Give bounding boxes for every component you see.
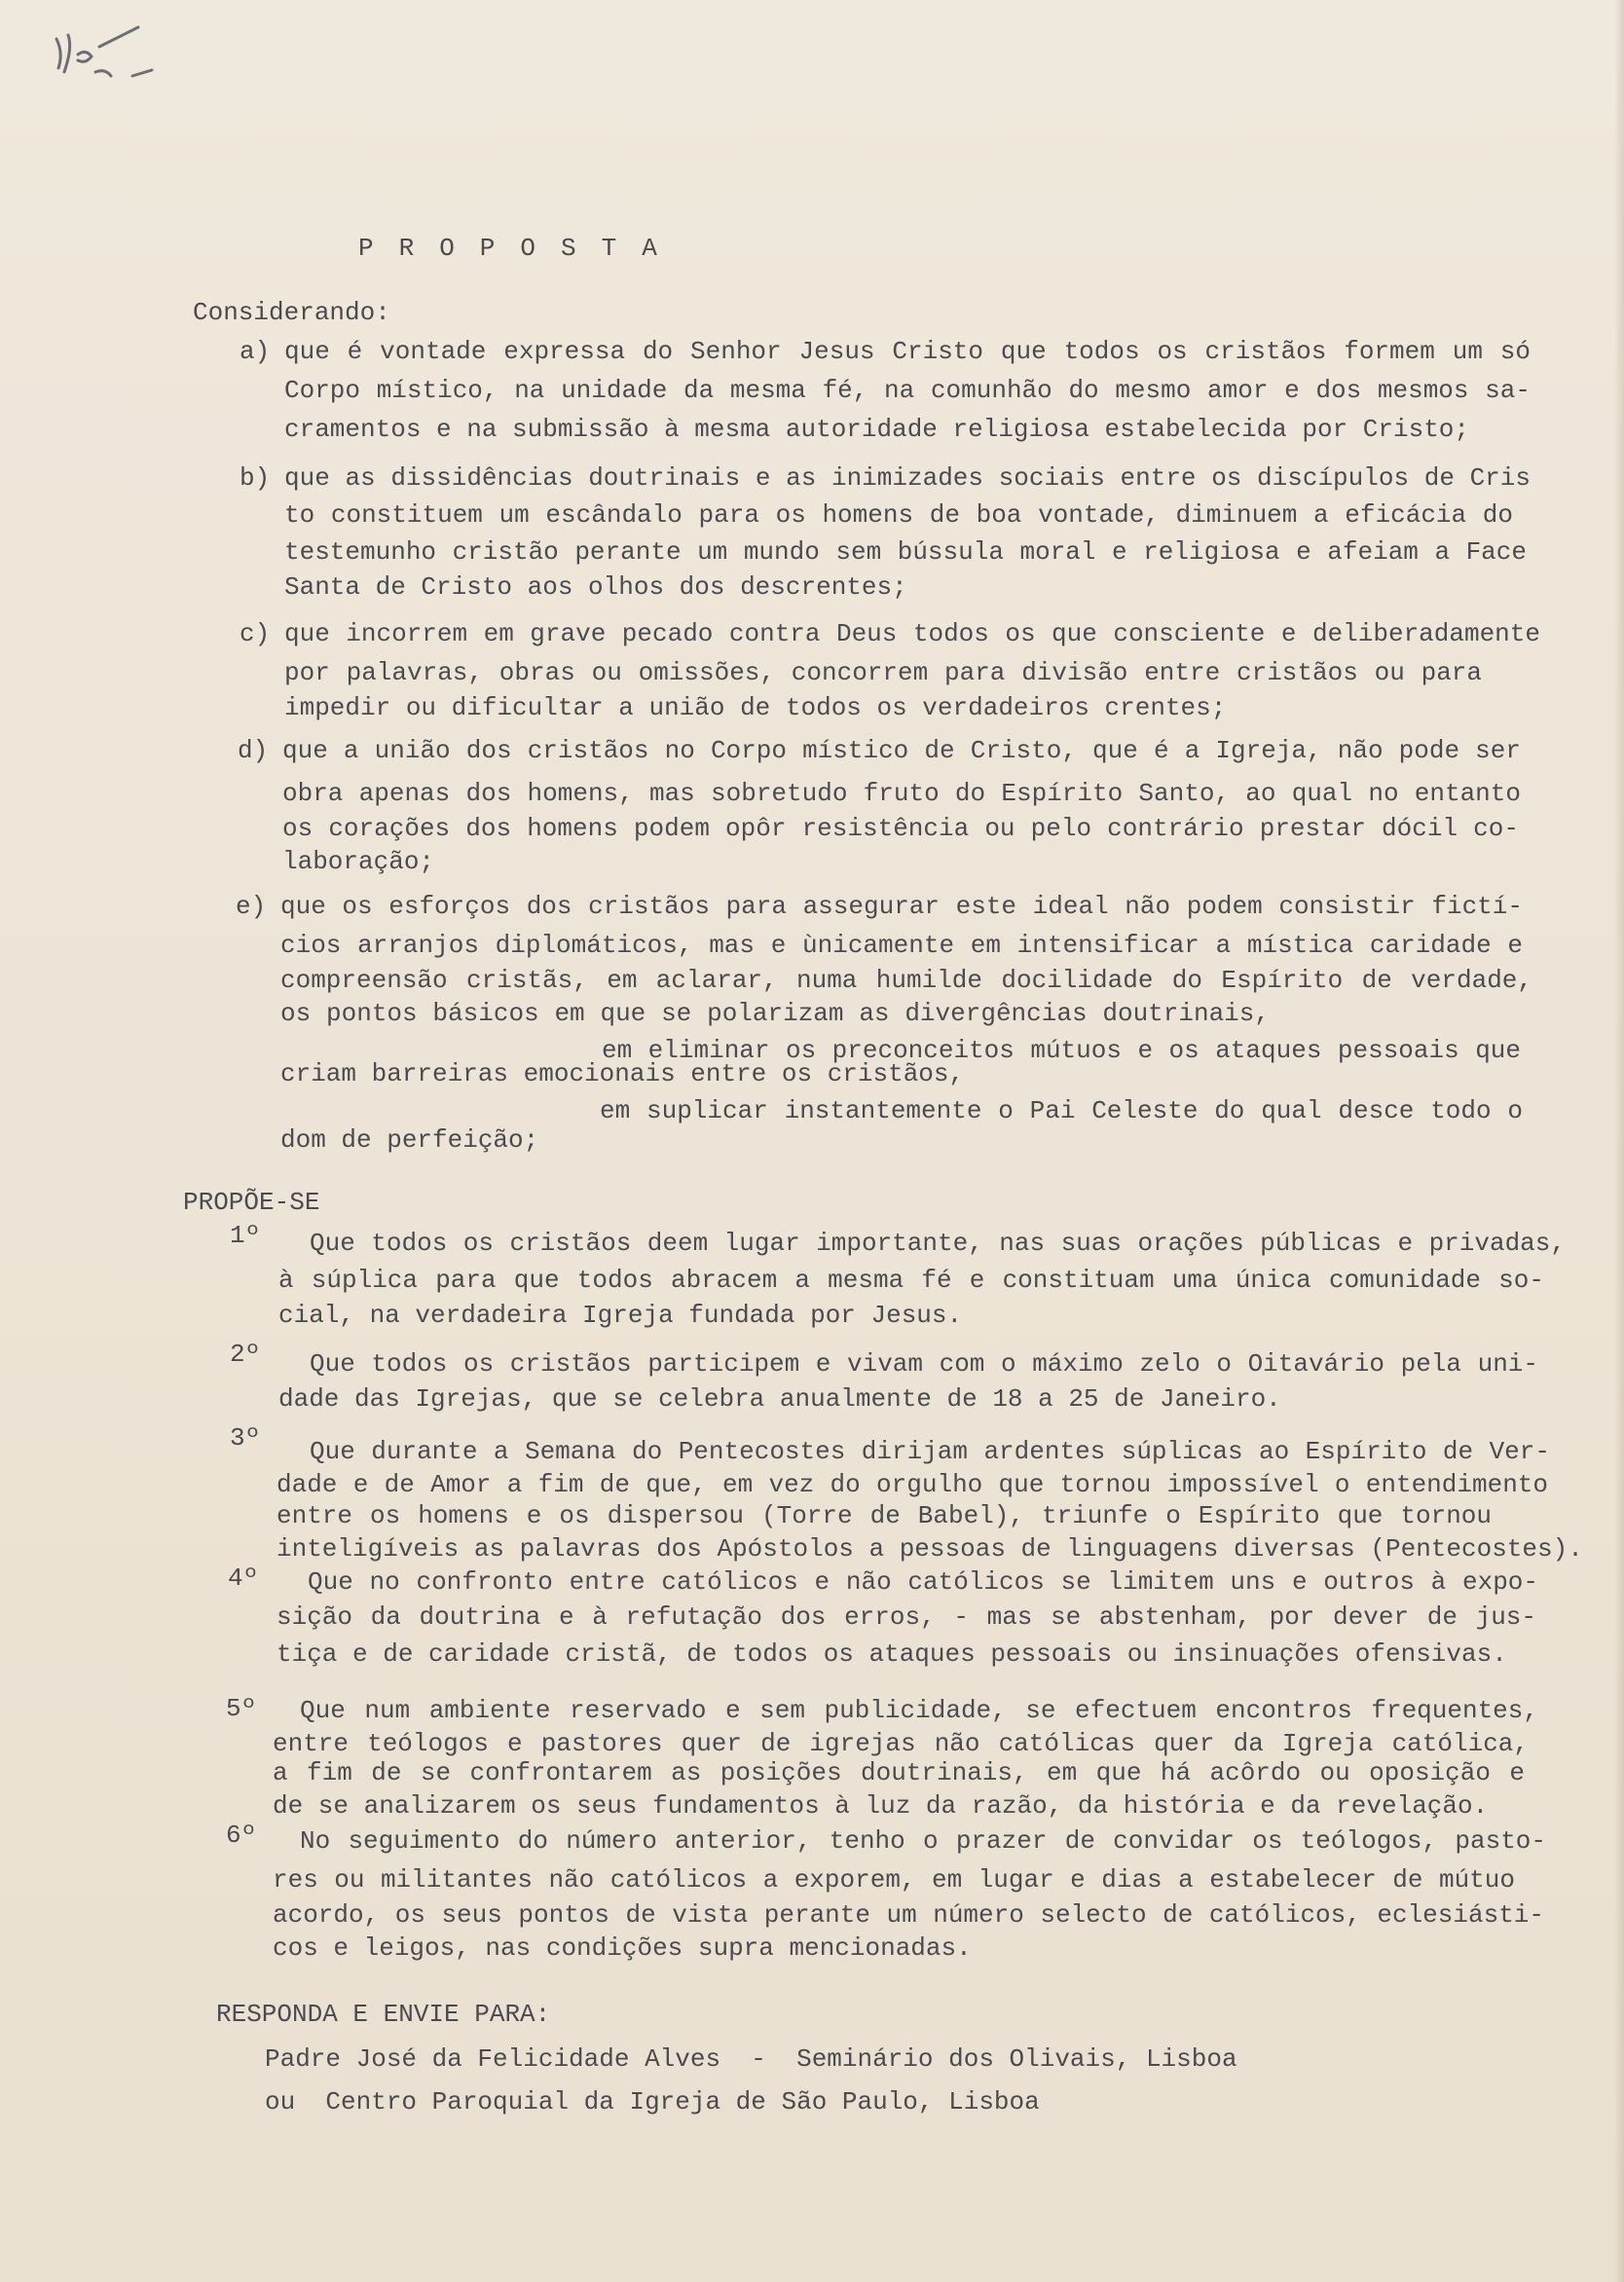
proposal-num-3: 3º: [230, 1423, 261, 1453]
proposal-6-line-3: acordo, os seus pontos de vista perante um número selecto de católicos, eclesiásti-: [273, 1900, 1544, 1930]
reply-address-1: Padre José da Felicidade Alves - Seminário dos Olivais, Lisboa: [265, 2044, 1237, 2074]
proposal-6-line-2: res ou militantes não católicos a exporem, em lugar e dias a estabelecer de mútuo: [273, 1865, 1515, 1895]
item-e-line-2: cios arranjos diplomáticos, mas e ùnicamente em intensificar a mística caridade e: [280, 931, 1523, 960]
proposal-1-line-1: Que todos os cristãos deem lugar importante, nas suas orações públicas e privadas,: [310, 1229, 1566, 1258]
item-b-line-1: que as dissidências doutrinais e as inimizades sociais entre os discípulos de Cris: [284, 463, 1531, 493]
item-e-line-8: dom de perfeição;: [280, 1125, 539, 1155]
page-edge-shadow: [1614, 0, 1624, 2282]
proposal-5-line-4: de se analizarem os seus fundamentos à luz da razão, da história e da revelação.: [273, 1791, 1489, 1821]
proposal-3-line-1: Que durante a Semana do Pentecostes dirijam ardentes súplicas ao Espírito de Ver-: [310, 1437, 1550, 1466]
item-e-line-6: criam barreiras emocionais entre os cristãos,: [280, 1059, 965, 1088]
proposal-5-line-1: Que num ambiente reservado e sem publicidade, se efectuem encontros frequentes,: [300, 1696, 1538, 1725]
item-label-d: d): [238, 736, 269, 765]
item-c-line-3: impedir ou dificultar a união de todos os verdadeiros crentes;: [284, 693, 1227, 722]
proposal-3-line-4: inteligíveis as palavras dos Apóstolos a pessoas de linguagens diversas (Pentecostes).: [277, 1534, 1583, 1564]
proposal-num-6: 6º: [226, 1821, 257, 1850]
item-a-line-1: que é vontade expressa do Senhor Jesus Cristo que todos os cristãos formem um só: [284, 337, 1531, 366]
item-e-line-1: que os esforços dos cristãos para assegurar este ideal não podem consistir fictí-: [280, 892, 1523, 921]
item-a-line-2: Corpo místico, na unidade da mesma fé, na comunhão do mesmo amor e dos mesmos sa-: [284, 376, 1531, 405]
item-d-line-1: que a união dos cristãos no Corpo místico de Cristo, que é a Igreja, não pode ser: [282, 736, 1521, 765]
proposal-num-4: 4º: [228, 1564, 259, 1593]
item-d-line-3: os corações dos homens podem opôr resistência ou pelo contrário prestar dócil co-: [282, 814, 1519, 843]
proposal-2-line-1: Que todos os cristãos participem e vivam com o máximo zelo o Oitavário pela uni-: [310, 1349, 1538, 1379]
proposal-3-line-2: dade e de Amor a fim de que, em vez do orgulho que tornou impossível o entendimento: [277, 1470, 1548, 1499]
item-b-line-4: Santa de Cristo aos olhos dos descrentes;: [284, 572, 907, 602]
proposal-4-line-2: sição da doutrina e à refutação dos erros, - mas se abstenham, por dever de jus-: [277, 1602, 1536, 1632]
item-label-e: e): [236, 892, 267, 921]
item-label-a: a): [240, 337, 271, 366]
propoe-heading: PROPÕE-SE: [183, 1188, 320, 1217]
item-b-line-3: testemunho cristão perante um mundo sem bússula moral e religiosa e afeiam a Face: [284, 537, 1527, 567]
item-c-line-1: que incorrem em grave pecado contra Deus todos os que consciente e deliberadamente: [284, 619, 1540, 648]
item-c-line-2: por palavras, obras ou omissões, concorrem para divisão entre cristãos ou para: [284, 658, 1482, 687]
proposal-2-line-2: dade das Igrejas, que se celebra anualmente de 18 a 25 de Janeiro.: [278, 1384, 1281, 1414]
item-label-b: b): [240, 463, 271, 493]
item-a-line-3: cramentos e na submissão à mesma autoridade religiosa estabelecida por Cristo;: [284, 415, 1469, 444]
proposal-1-line-2: à súplica para que todos abracem a mesma fé e constituam uma única comunidade so-: [278, 1266, 1544, 1295]
proposal-4-line-1: Que no confronto entre católicos e não católicos se limitem uns e outros à expo-: [308, 1567, 1538, 1597]
item-e-line-4: os pontos básicos em que se polarizam as divergências doutrinais,: [280, 999, 1270, 1028]
proposal-num-1: 1º: [230, 1221, 261, 1250]
proposal-6-line-4: cos e leigos, nas condições supra mencionadas.: [273, 1933, 972, 1963]
proposal-5-line-2: entre teólogos e pastores quer de igrejas não católicas quer da Igreja católica,: [273, 1729, 1529, 1758]
proposal-4-line-3: tiça e de caridade cristã, de todos os ataques pessoais ou insinuações ofensivas.: [277, 1639, 1507, 1669]
proposal-5-line-3: a fim de se confrontarem as posições doutrinais, em que há acôrdo ou oposição e: [273, 1758, 1525, 1787]
item-b-line-2: to constituem um escândalo para os homens de boa vontade, diminuem a eficácia do: [284, 500, 1513, 530]
proposal-3-line-3: entre os homens e os dispersou (Torre de Babel), triunfe o Espírito que tornou: [277, 1501, 1492, 1530]
item-label-c: c): [240, 619, 271, 648]
proposal-6-line-1: No seguimento do número anterior, tenho o prazer de convidar os teólogos, pasto-: [300, 1826, 1546, 1856]
item-e-line-7: em suplicar instantemente o Pai Celeste do qual desce todo o: [600, 1096, 1523, 1125]
considerando-heading: Considerando:: [193, 298, 390, 327]
reply-heading: RESPONDA E ENVIE PARA:: [216, 2000, 551, 2029]
document-title: PROPOSTA: [358, 234, 683, 263]
proposal-num-5: 5º: [226, 1694, 257, 1723]
proposal-1-line-3: cial, na verdadeira Igreja fundada por Jesus.: [278, 1301, 963, 1330]
item-d-line-4: laboração;: [282, 847, 435, 876]
item-d-line-2: obra apenas dos homens, mas sobretudo fruto do Espírito Santo, ao qual no entanto: [282, 779, 1521, 808]
reply-address-2: ou Centro Paroquial da Igreja de São Paulo, Lisboa: [265, 2087, 1040, 2116]
item-e-line-3: compreensão cristãs, em aclarar, numa humilde docilidade do Espírito de verdade,: [280, 966, 1532, 995]
item-e-line-5: em eliminar os preconceitos mútuos e os ataques pessoais que: [602, 1036, 1521, 1065]
proposal-num-2: 2º: [230, 1340, 261, 1369]
handwritten-mark: [39, 18, 185, 105]
